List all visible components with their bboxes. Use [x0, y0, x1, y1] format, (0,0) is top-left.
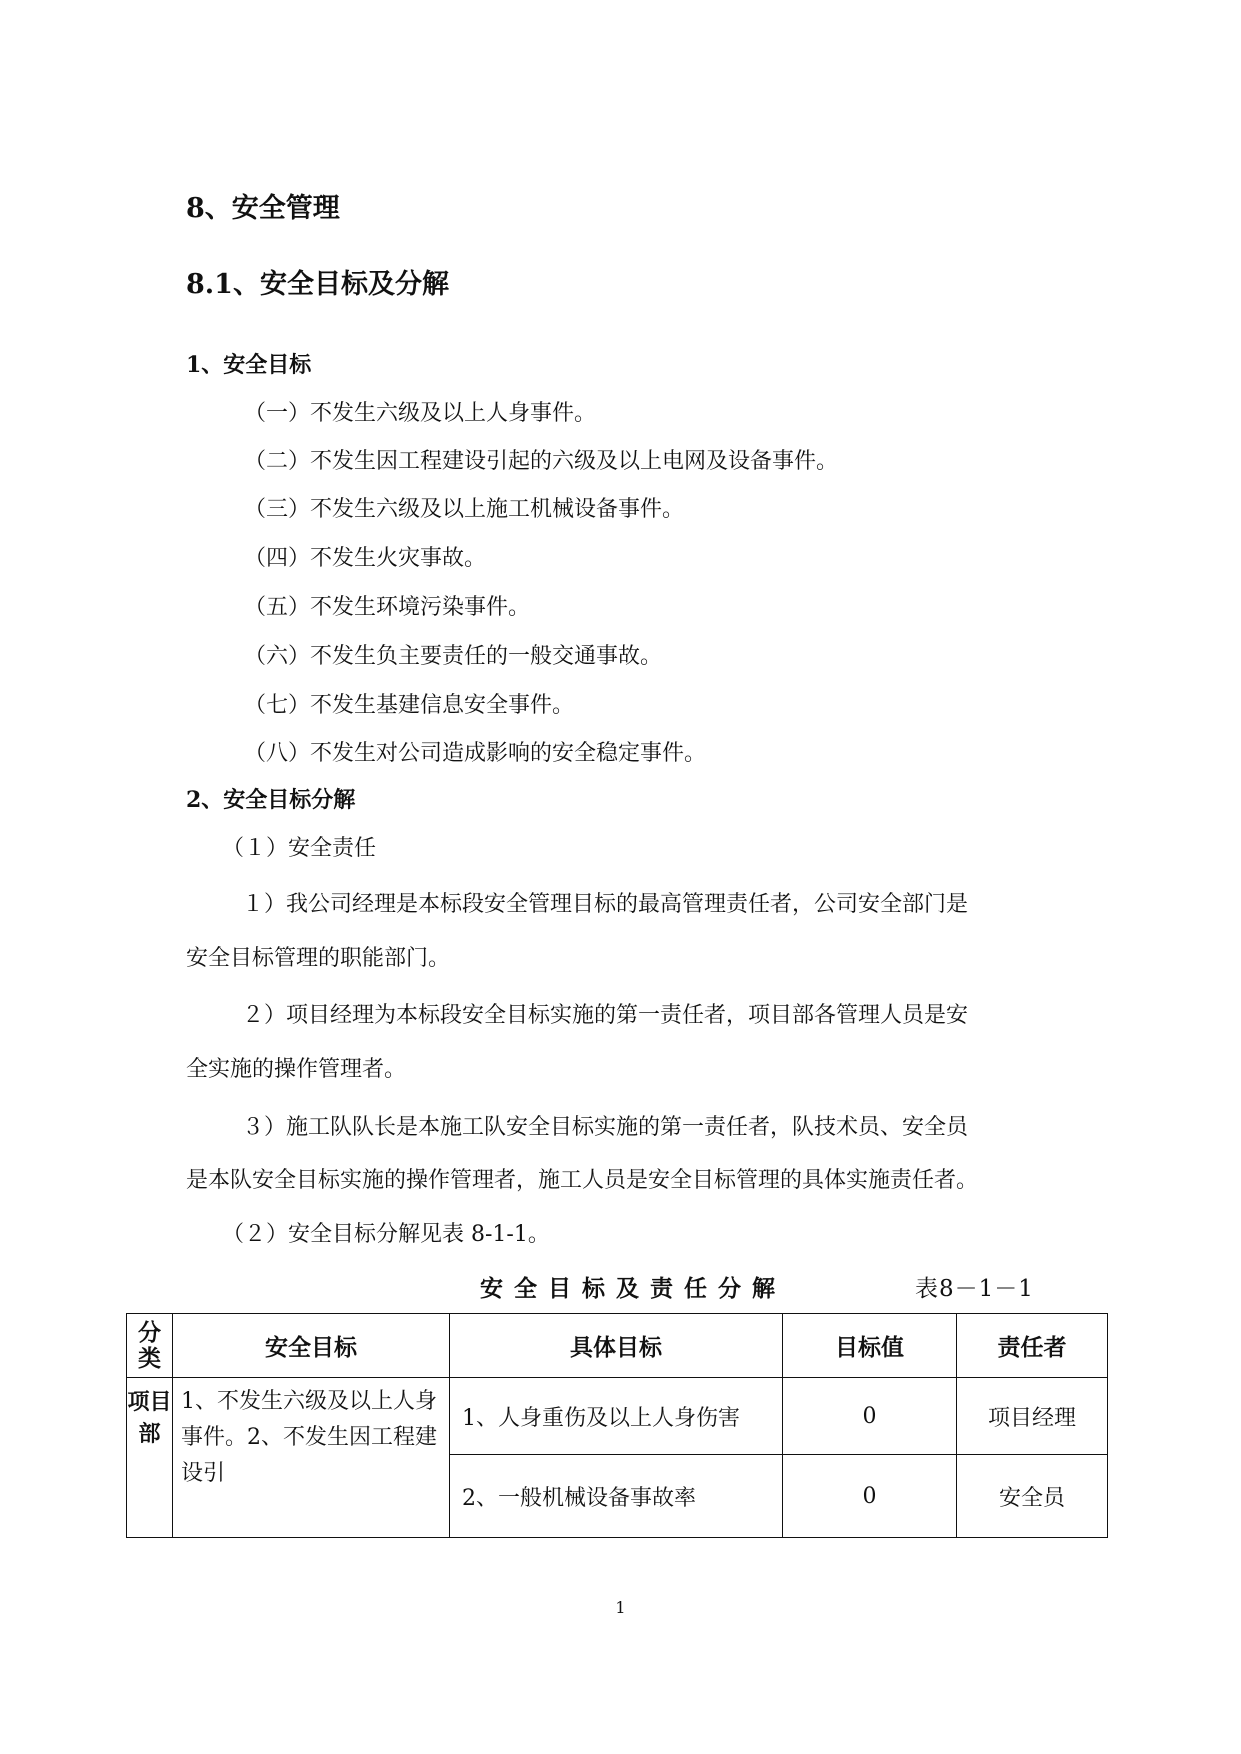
goal-item: （七）不发生基建信息安全事件。 — [244, 693, 575, 718]
paragraph-line: １）我公司经理是本标段安全管理目标的最高管理责任者，公司安全部门是 — [242, 892, 969, 917]
goal-item: （一）不发生六级及以上人身事件。 — [244, 401, 597, 426]
specific-cell: 2、一般机械设备事故率 — [450, 1455, 783, 1538]
subsection-title-goal-breakdown: 2、安全目标分解 — [186, 787, 356, 813]
section-heading: 8.1、安全目标及分解 — [186, 269, 449, 300]
specific-cell: 1、人身重伤及以上人身伤害 — [450, 1378, 783, 1455]
goal-item: （六）不发生负主要责任的一般交通事故。 — [244, 644, 663, 669]
goal-item: （四）不发生火灾事故。 — [244, 546, 487, 571]
table-caption-number: 表8－1－1 — [915, 1276, 1034, 1302]
paragraph-line: 安全目标管理的职能部门。 — [186, 946, 451, 971]
value-cell: 0 — [783, 1378, 957, 1455]
paragraph-line: 全实施的操作管理者。 — [186, 1057, 407, 1082]
header-value: 目标值 — [783, 1314, 957, 1378]
paragraph-line: ２）项目经理为本标段安全目标实施的第一责任者，项目部各管理人员是安 — [242, 1003, 969, 1028]
goal-item: （二）不发生因工程建设引起的六级及以上电网及设备事件。 — [244, 449, 839, 474]
header-specific: 具体目标 — [450, 1314, 783, 1378]
goal-item: （五）不发生环境污染事件。 — [244, 595, 531, 620]
category-cell: 项目部 — [127, 1378, 173, 1538]
table-caption-title: 安全目标及责任分解 — [480, 1275, 786, 1302]
paragraph-line: ３）施工队队长是本施工队安全目标实施的第一责任者，队技术员、安全员 — [242, 1115, 969, 1140]
subsection-title-safety-goals: 1、安全目标 — [186, 352, 312, 378]
goal-cell: 1、不发生六级及以上人身事件。2、不发生因工程建设引 — [173, 1378, 450, 1538]
table-header-row — [127, 1314, 1108, 1378]
responsible-cell: 项目经理 — [957, 1378, 1108, 1455]
safety-goal-table — [126, 1313, 1108, 1538]
value-cell: 0 — [783, 1455, 957, 1538]
header-goal: 安全目标 — [173, 1314, 450, 1378]
table-row — [127, 1378, 1108, 1455]
table-reference: （２）安全目标分解见表 8-1-1。 — [222, 1222, 550, 1247]
goal-item: （三）不发生六级及以上施工机械设备事件。 — [244, 497, 685, 522]
chapter-heading: 8、安全管理 — [186, 193, 340, 224]
responsible-cell: 安全员 — [957, 1455, 1108, 1538]
goal-item: （八）不发生对公司造成影响的安全稳定事件。 — [244, 741, 707, 766]
paragraph-line: 是本队安全目标实施的操作管理者，施工人员是安全目标管理的具体实施责任者。 — [186, 1168, 979, 1193]
page-number: 1 — [615, 1598, 626, 1617]
header-responsible: 责任者 — [957, 1314, 1108, 1378]
subsection-label-responsibility: （１）安全责任 — [222, 836, 377, 861]
header-category: 分类 — [127, 1314, 173, 1378]
